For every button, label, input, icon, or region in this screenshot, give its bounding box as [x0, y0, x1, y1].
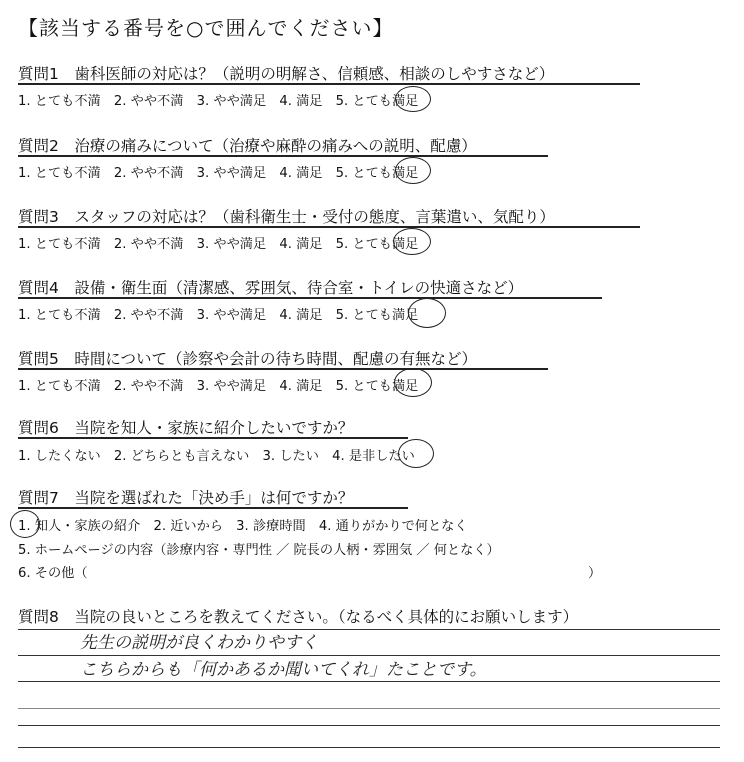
question-1-title: 質問1 歯科医師の対応は？（説明の明解さ、信頼感、相談のしやすさなど）	[18, 65, 555, 83]
question-3-underline	[18, 226, 640, 228]
question-5-underline	[18, 368, 548, 370]
question-7-underline	[18, 507, 408, 509]
question-4-options: 1. とても不満 2. やや不満 3. やや満足 4. 満足 5. とても満足	[18, 308, 419, 323]
question-7-options-3: 6. その他（	[18, 566, 88, 581]
answer-circle-q4[interactable]	[408, 298, 446, 328]
question-6-title: 質問6 当院を知人・家族に紹介したいですか？	[18, 419, 354, 437]
handwritten-answer-1: 先生の説明が良くわかりやすく	[80, 633, 318, 653]
question-7-options-2: 5. ホームページの内容（診療内容・専門性 ／ 院長の人柄・雰囲気 ／ 何となく）	[18, 543, 500, 558]
question-2-options: 1. とても不満 2. やや不満 3. やや満足 4. 満足 5. とても満足	[18, 166, 419, 181]
question-6-underline	[18, 437, 408, 439]
answer-circle-q3[interactable]	[393, 228, 431, 255]
question-8-title: 質問8 当院の良いところを教えてください。（なるべく具体的にお願いします）	[18, 608, 579, 626]
answer-line-6	[18, 747, 720, 748]
question-5-title: 質問5 時間について（診察や会計の待ち時間、配慮の有無など）	[18, 350, 478, 368]
answer-line-4	[18, 708, 720, 709]
question-7-other-close: ）	[588, 566, 602, 581]
question-6-options: 1. したくない 2. どちらとも言えない 3. したい 4. 是非したい	[18, 449, 415, 464]
question-2-title: 質問2 治療の痛みについて（治療や麻酔の痛みへの説明、配慮）	[18, 137, 477, 155]
question-5-options: 1. とても不満 2. やや不満 3. やや満足 4. 満足 5. とても満足	[18, 379, 419, 394]
question-2-underline	[18, 155, 548, 157]
question-4-underline	[18, 297, 602, 299]
answer-circle-q2[interactable]	[395, 157, 431, 184]
question-4-title: 質問4 設備・衛生面（清潔感、雰囲気、待合室・トイレの快適さなど）	[18, 279, 524, 297]
answer-circle-q6[interactable]	[398, 439, 434, 468]
page-title: 【該当する番号を○で囲んでください】	[18, 16, 394, 40]
question-1-underline	[18, 83, 640, 85]
answer-line-5	[18, 725, 720, 726]
question-3-title: 質問3 スタッフの対応は？（歯科衛生士・受付の態度、言葉遣い、気配り）	[18, 208, 555, 226]
answer-circle-q5[interactable]	[394, 368, 432, 397]
handwritten-answer-2: こちらからも「何かあるか聞いてくれ」たことです。	[80, 660, 487, 680]
question-7-title: 質問7 当院を選ばれた「決め手」は何ですか？	[18, 489, 354, 507]
answer-circle-q7[interactable]	[10, 510, 40, 538]
question-7-options: 1. 知人・家族の紹介 2. 近いから 3. 診療時間 4. 通りがかりで何となく	[18, 519, 468, 534]
answer-line-3	[18, 681, 720, 682]
question-1-options: 1. とても不満 2. やや不満 3. やや満足 4. 満足 5. とても満足	[18, 94, 419, 109]
question-3-options: 1. とても不満 2. やや不満 3. やや満足 4. 満足 5. とても満足	[18, 237, 419, 252]
answer-circle-q1[interactable]	[395, 86, 431, 112]
